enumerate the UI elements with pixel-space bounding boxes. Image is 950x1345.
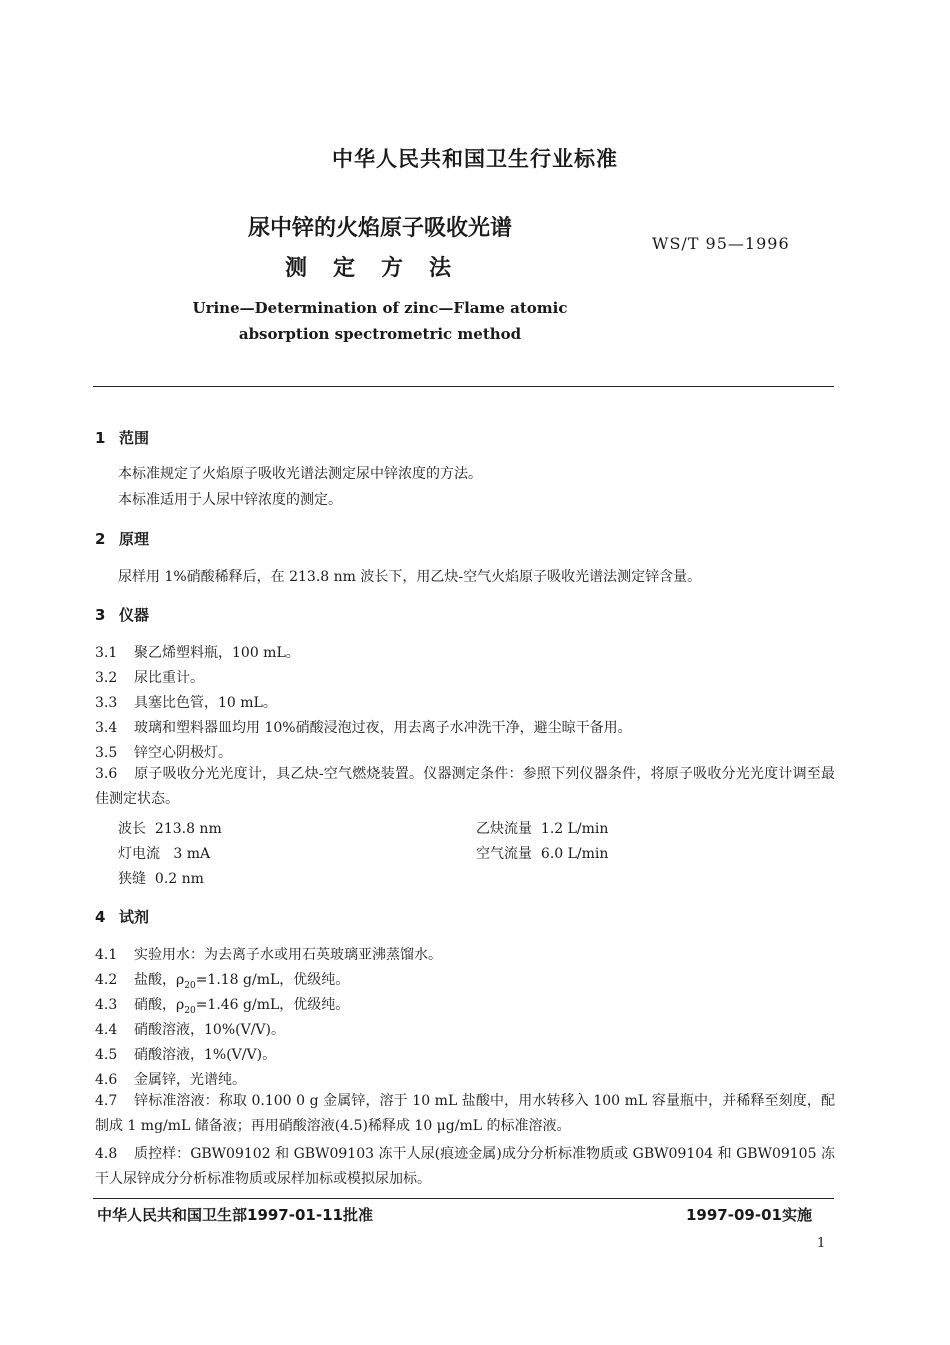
condition-label: 灯电流 bbox=[118, 846, 160, 862]
footer-divider bbox=[93, 1198, 834, 1199]
document-title-line2: 测定方法 bbox=[285, 256, 478, 281]
density-subscript: 20 bbox=[184, 980, 196, 991]
item-text: 聚乙烯塑料瓶，100 mL。 bbox=[134, 645, 300, 661]
condition-value: 213.8 nm bbox=[154, 821, 222, 837]
item-number: 3.6 bbox=[95, 766, 118, 782]
issuing-organization: 中华人民共和国卫生行业标准 bbox=[332, 147, 618, 171]
item-text: 硝酸，ρ bbox=[134, 997, 185, 1013]
list-item bbox=[95, 642, 300, 662]
paragraph: 本标准适用于人尿中锌浓度的测定。 bbox=[118, 492, 342, 508]
list-item bbox=[95, 1089, 835, 1139]
item-text: 硝酸溶液，1%(V/V)。 bbox=[134, 1047, 277, 1063]
item-number: 4.3 bbox=[95, 997, 118, 1013]
list-item bbox=[95, 1044, 276, 1064]
item-number: 3.4 bbox=[95, 720, 118, 736]
list-item bbox=[95, 969, 349, 991]
list-item bbox=[95, 742, 232, 762]
paragraph: 本标准规定了火焰原子吸收光谱法测定尿中锌浓度的方法。 bbox=[118, 466, 482, 482]
condition-slit bbox=[118, 868, 204, 888]
condition-value: 1.2 L/min bbox=[540, 821, 609, 837]
section-2-heading bbox=[95, 528, 149, 549]
item-text: 锌空心阴极灯。 bbox=[134, 745, 232, 761]
item-text: =1.46 g/mL，优级纯。 bbox=[195, 997, 350, 1013]
condition-lamp-current bbox=[118, 843, 210, 863]
section-title: 仪器 bbox=[119, 606, 150, 624]
english-title-line2: absorption spectrometric method bbox=[238, 325, 522, 343]
item-text: 原子吸收分光光度计，具乙炔-空气燃烧装置。仪器测定条件：参照下列仪器条件，将原子吸收分光光度计调至最佳测定状态。 bbox=[95, 766, 835, 807]
density-subscript: 20 bbox=[184, 1005, 196, 1016]
list-item bbox=[95, 1142, 835, 1192]
section-4-heading bbox=[95, 906, 149, 927]
item-number: 4.7 bbox=[95, 1093, 118, 1109]
condition-wavelength bbox=[118, 818, 222, 838]
item-text: 具塞比色管，10 mL。 bbox=[134, 695, 277, 711]
implementation-date: 1997-09-01实施 bbox=[686, 1206, 812, 1224]
list-item bbox=[95, 667, 204, 687]
condition-value: 6.0 L/min bbox=[540, 846, 609, 862]
item-number: 3.2 bbox=[95, 670, 118, 686]
paragraph: 尿样用 1%硝酸稀释后，在 213.8 nm 波长下，用乙炔-空气火焰原子吸收光谱法测定锌含量。 bbox=[118, 569, 702, 585]
header-divider bbox=[93, 386, 834, 387]
condition-value: 3 mA bbox=[173, 846, 211, 862]
list-item bbox=[95, 717, 632, 737]
item-text: 玻璃和塑料器皿均用 10%硝酸浸泡过夜，用去离子水冲洗干净，避尘晾干备用。 bbox=[134, 720, 632, 736]
section-number: 2 bbox=[95, 530, 106, 548]
item-text: 金属锌，光谱纯。 bbox=[134, 1072, 246, 1088]
item-text: 尿比重计。 bbox=[134, 670, 204, 686]
item-text: 实验用水：为去离子水或用石英玻璃亚沸蒸馏水。 bbox=[134, 947, 442, 963]
condition-air-flow bbox=[476, 843, 608, 863]
section-number: 1 bbox=[95, 429, 106, 447]
item-number: 4.2 bbox=[95, 972, 118, 988]
item-text: 盐酸，ρ bbox=[134, 972, 185, 988]
condition-label: 空气流量 bbox=[476, 846, 532, 862]
section-title: 原理 bbox=[119, 530, 150, 548]
condition-label: 波长 bbox=[118, 821, 146, 837]
section-number: 4 bbox=[95, 908, 106, 926]
document-title-line1: 尿中锌的火焰原子吸收光谱 bbox=[247, 216, 512, 241]
english-title-line1: Urine—Determination of zinc—Flame atomic bbox=[192, 299, 568, 317]
list-item bbox=[95, 1069, 246, 1089]
item-text: 硝酸溶液，10%(V/V)。 bbox=[134, 1022, 285, 1038]
item-number: 4.8 bbox=[95, 1146, 118, 1162]
item-number: 4.1 bbox=[95, 947, 118, 963]
list-item bbox=[95, 994, 349, 1016]
section-1-heading bbox=[95, 427, 149, 448]
approval-statement: 中华人民共和国卫生部1997-01-11批准 bbox=[97, 1206, 373, 1224]
condition-acetylene-flow bbox=[476, 818, 608, 838]
list-item bbox=[95, 944, 442, 964]
item-number: 3.5 bbox=[95, 745, 118, 761]
item-text: 锌标准溶液：称取 0.100 0 g 金属锌，溶于 10 mL 盐酸中，用水转移入 100 mL 容量瓶中，并稀释至刻度，配制成 1 mg/mL 储备液；再用硝酸溶液(4.5)稀释成 10 μg/mL 的标准溶液。 bbox=[95, 1093, 835, 1134]
item-number: 3.3 bbox=[95, 695, 118, 711]
item-number: 4.5 bbox=[95, 1047, 118, 1063]
item-text: =1.18 g/mL，优级纯。 bbox=[195, 972, 350, 988]
standard-code: WS/T 95—1996 bbox=[652, 234, 790, 253]
item-number: 3.1 bbox=[95, 645, 118, 661]
item-number: 4.6 bbox=[95, 1072, 118, 1088]
condition-label: 狭缝 bbox=[118, 871, 146, 887]
page-number: 1 bbox=[817, 1236, 826, 1251]
item-number: 4.4 bbox=[95, 1022, 118, 1038]
list-item bbox=[95, 1019, 285, 1039]
list-item bbox=[95, 692, 277, 712]
item-text: 质控样：GBW09102 和 GBW09103 冻干人尿(痕迹金属)成分分析标准物质或 GBW09104 和 GBW09105 冻干人尿锌成分分析标准物质或尿样加标或模拟尿加标。 bbox=[95, 1146, 835, 1187]
list-item bbox=[95, 762, 835, 812]
condition-label: 乙炔流量 bbox=[476, 821, 532, 837]
condition-value: 0.2 nm bbox=[154, 871, 204, 887]
section-3-heading bbox=[95, 604, 149, 625]
section-title: 试剂 bbox=[119, 908, 150, 926]
section-title: 范围 bbox=[119, 429, 150, 447]
section-number: 3 bbox=[95, 606, 106, 624]
